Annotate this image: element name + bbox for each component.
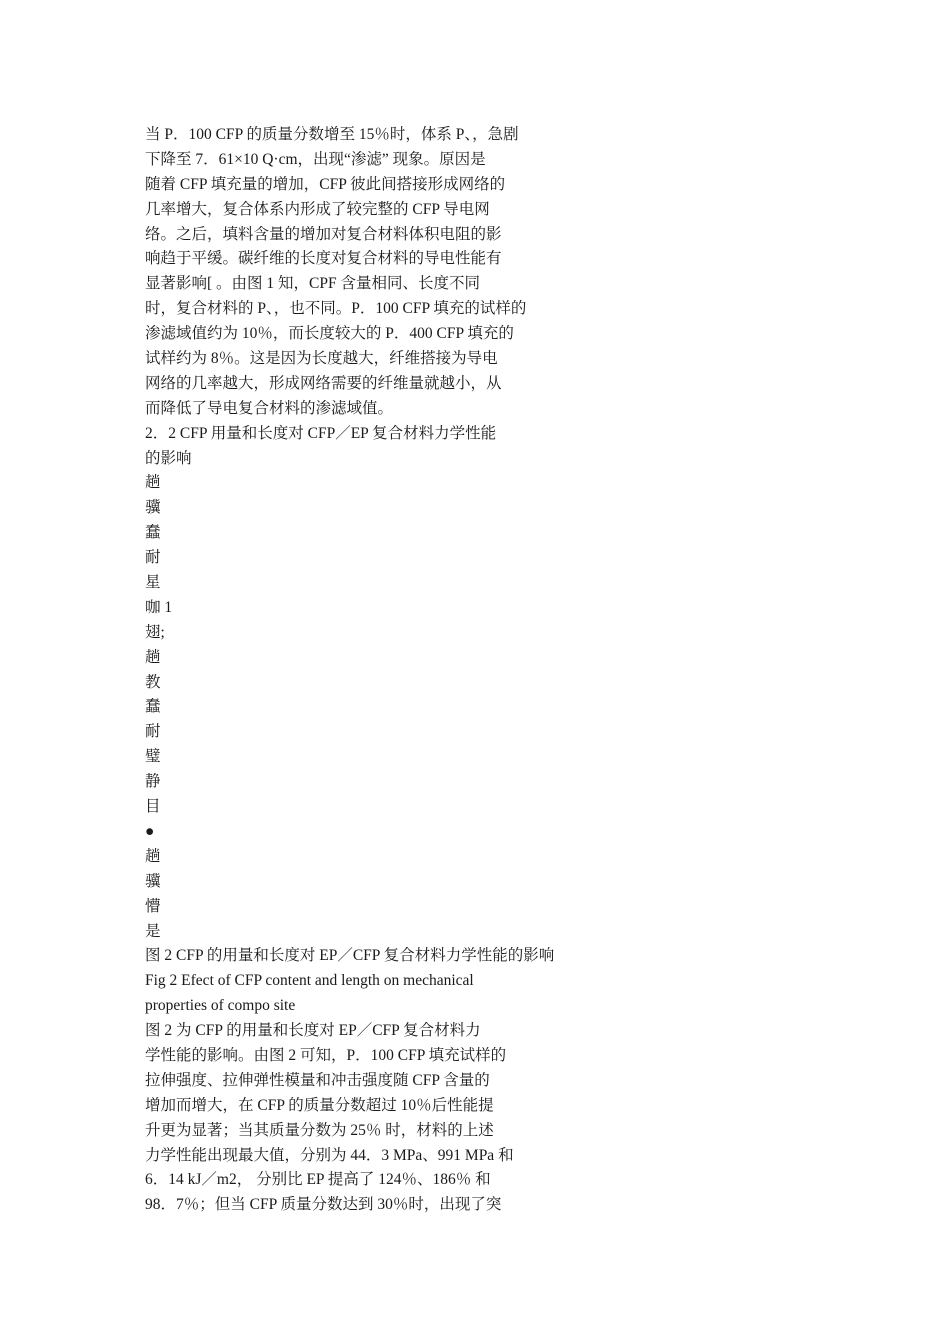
figure-text-fragment: 咖 1 — [145, 598, 173, 616]
figure-text-fragment: 翅; — [145, 623, 165, 641]
text-line: 响趋于平缓。碳纤维的长度对复合材料的导电性能有 — [145, 250, 502, 268]
figure-text-fragment: 耐 — [145, 549, 161, 567]
figure-text-fragment: 蠢 — [145, 698, 161, 716]
figure-text-fragment: 趟 — [145, 474, 161, 492]
figure-text-fragment: 趟 — [145, 847, 161, 865]
figure-text-fragment: 趟 — [145, 648, 161, 666]
text-line: 升更为显著；当其质量分数为 25％ 时，材料的上述 — [145, 1121, 494, 1139]
text-line: 时，复合材料的 P、，也不同。P．100 CFP 填充的试样的 — [145, 300, 527, 318]
text-line: 当 P．100 CFP 的质量分数增至 15％时，体系 P、，急剧 — [145, 126, 519, 143]
text-line: 网络的几率越大，形成网络需要的纤维量就越小，从 — [145, 374, 502, 392]
figure-text-fragment: 蠢 — [145, 524, 161, 542]
figure-text-fragment: 璧 — [145, 748, 161, 766]
figure-caption: 图 2 CFP 的用量和长度对 EP／CFP 复合材料力学性能的影响 — [145, 947, 555, 965]
section-heading: 的影响 — [145, 449, 192, 467]
text-line: 随着 CFP 填充量的增加，CFP 彼此间搭接形成网络的 — [145, 175, 506, 193]
text-line: 增加而增大，在 CFP 的质量分数超过 10％后性能提 — [145, 1096, 494, 1114]
figure-text-fragment: 骥 — [145, 499, 161, 517]
figure-caption-en: properties of compo site — [145, 997, 296, 1015]
figure-text-fragment: 教 — [145, 673, 161, 691]
text-line: 拉伸强度、拉伸弹性模量和冲击强度随 CFP 含量的 — [145, 1071, 490, 1089]
figure-text-fragment: 星 — [145, 574, 161, 592]
text-line: 98．7％；但当 CFP 质量分数达到 30％时，出现了突 — [145, 1196, 502, 1214]
text-line: 6．14 kJ／m2， 分别比 EP 提高了 124％、186％ 和 — [145, 1171, 491, 1189]
figure-text-fragment: 懵 — [145, 897, 161, 915]
text-line: 显著影响[ 。由图 1 知，CPF 含量相同、长度不同 — [145, 275, 480, 293]
text-line: 力学性能出现最大值，分别为 44．3 MPa、991 MPa 和 — [145, 1146, 514, 1164]
figure-text-fragment: 静 — [145, 773, 161, 791]
figure-caption-en: Fig 2 Efect of CFP content and length on mechanical — [145, 972, 474, 990]
body-text — [145, 123, 805, 1218]
text-line: 渗滤域值约为 10％，而长度较大的 P．400 CFP 填充的 — [145, 325, 514, 343]
text-line: 图 2 为 CFP 的用量和长度对 EP／CFP 复合材料力 — [145, 1022, 481, 1040]
text-line: 几率增大，复合体系内形成了较完整的 CFP 导电网 — [145, 200, 490, 218]
text-line: 试样约为 8％。这是因为长度越大，纤维搭接为导电 — [145, 350, 498, 368]
figure-text-fragment: ● — [145, 822, 155, 840]
text-line: 而降低了导电复合材料的渗滤域值。 — [145, 399, 394, 417]
text-line: 学性能的影响。由图 2 可知，P．100 CFP 填充试样的 — [145, 1046, 507, 1064]
text-line: 络。之后，填料含量的增加对复合材料体积电阻的影 — [145, 225, 502, 243]
section-heading: 2．2 CFP 用量和长度对 CFP／EP 复合材料力学性能 — [145, 424, 497, 442]
figure-text-fragment: 耐 — [145, 723, 161, 741]
text-line: 下降至 7．61×10 Q·cm，出现“渗滤” 现象。原因是 — [145, 150, 486, 168]
figure-text-fragment: 是 — [145, 922, 161, 940]
figure-text-fragment: 骥 — [145, 872, 161, 890]
figure-text-fragment: 目 — [145, 798, 161, 816]
